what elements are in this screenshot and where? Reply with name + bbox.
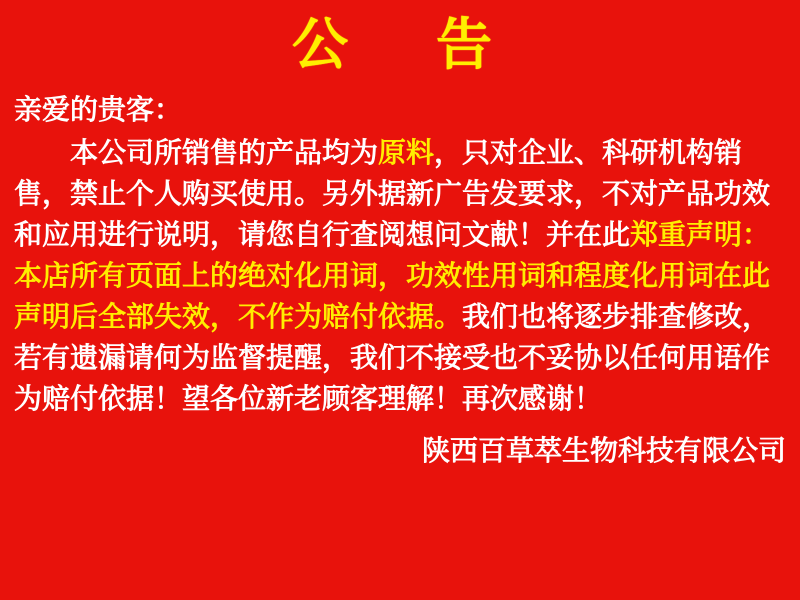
- company-signature: 陕西百草萃生物科技有限公司: [421, 434, 786, 468]
- announcement-paragraph: [14, 133, 786, 419]
- body-segment-5: 我们也将逐步排查修改，若有遗漏请何为监督提醒，我们不接受也不妥协以任何用语作为赔付依据！望各位新老顾客理解！再次感谢！: [14, 299, 771, 415]
- page-title: 公 告: [292, 13, 508, 78]
- salutation-text: 亲爱的贵客：: [14, 93, 183, 127]
- body-segment-1: 本公司所销售的产品均为: [70, 136, 379, 170]
- announcement-body: [0, 78, 800, 419]
- body-segment-3: ，只对企业、科研机构销售，禁止个人购买使用。另外据新广告发要求，不对产品功效和应用进行说明，请您自行查阅想问文献！并在此: [14, 136, 771, 252]
- body-segment-4-highlight: 郑重声明：本店所有页面上的绝对化用词，功效性用词和程度化用词在此声明后全部失效，不作为赔付依据。: [14, 218, 771, 333]
- body-segment-2-highlight: 原料: [378, 136, 435, 170]
